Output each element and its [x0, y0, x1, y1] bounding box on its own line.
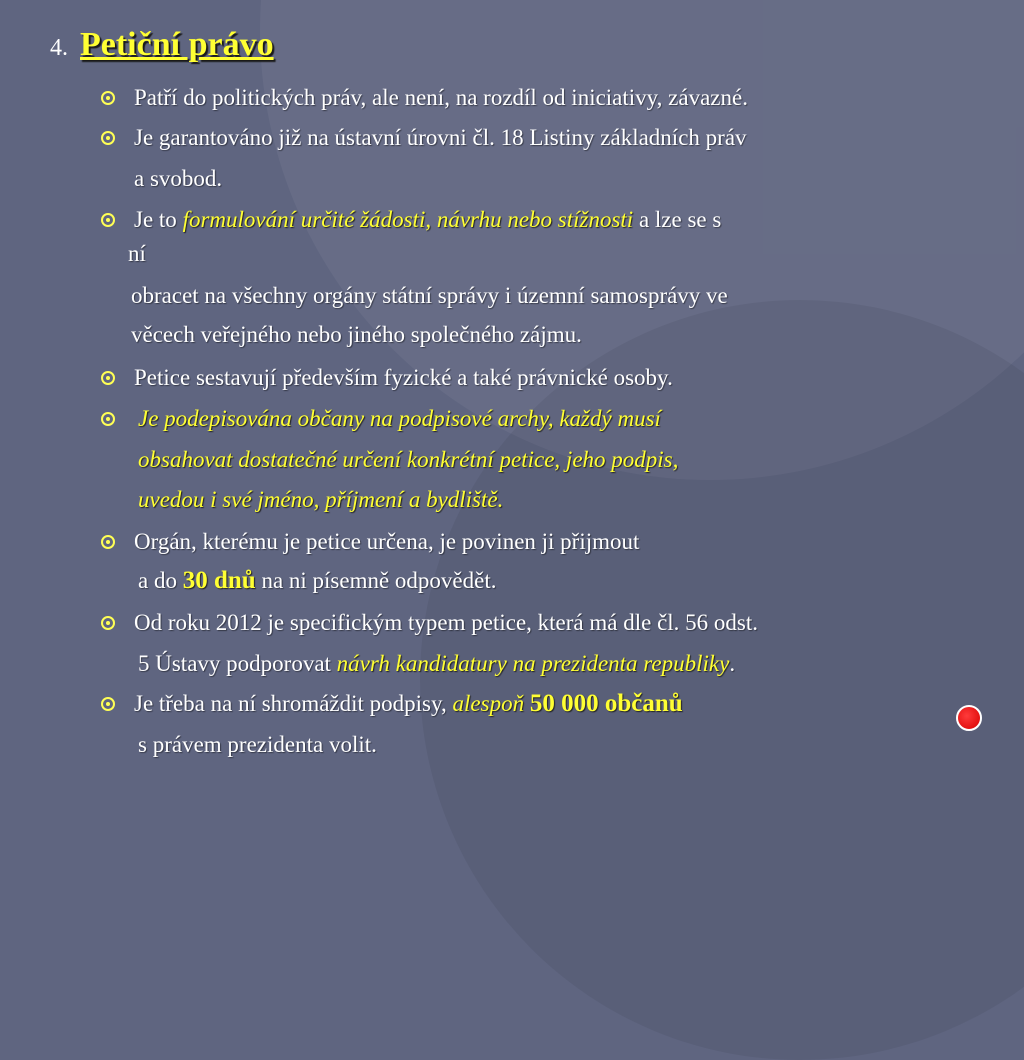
red-circle-button[interactable]: [956, 705, 982, 731]
highlight-number: 30 dnů: [182, 567, 256, 594]
bullet-text-continuation: věcech veřejného nebo jiného společného zájmu.: [131, 322, 582, 347]
bullet-text: [134, 689, 683, 719]
slide-heading: [50, 26, 274, 64]
bullet-text-part: na ni písemně odpovědět.: [255, 568, 497, 593]
bullet-text: Orgán, kterému je petice určena, je povinen ji přijmout: [134, 529, 640, 554]
bullet-text: Od roku 2012 je specifickým typem petice, která má dle čl. 56 odst.: [134, 610, 759, 635]
bullet-text-continuation: ní: [128, 241, 146, 266]
bullet-text-part: a do: [138, 568, 183, 593]
bullet-icon: [101, 616, 115, 630]
highlight-text: alespoň: [452, 691, 525, 716]
bullet-text: Patří do politických práv, ale není, na rozdíl od iniciativy, závazné.: [134, 85, 748, 110]
bullet-text: Petice sestavují především fyzické a také právnické osoby.: [134, 365, 673, 390]
highlight-text: návrh kandidatury na prezidenta republiky: [336, 651, 730, 676]
bullet-icon: [101, 213, 115, 227]
bullet-text-part: 5 Ústavy podporovat: [138, 651, 337, 676]
bullet-text-part: Je to: [134, 207, 183, 232]
bullet-icon: [101, 412, 115, 426]
highlight-text: obsahovat dostatečné určení konkrétní petice, jeho podpis,: [138, 447, 679, 472]
bullet-text-part: a lze se s: [633, 207, 722, 232]
bullet-text: Je garantováno již na ústavní úrovni čl. 18 Listiny základních práv: [134, 125, 747, 150]
bullet-icon: [101, 697, 115, 711]
highlight-text: formulování určité žádosti, návrhu nebo stížnosti: [182, 207, 634, 232]
bullet-text: [134, 205, 721, 235]
bullet-icon: [101, 371, 115, 385]
bullet-text-continuation: obracet na všechny orgány státní správy i územní samosprávy ve: [131, 283, 728, 308]
bullet-text-part: Je třeba na ní shromáždit podpisy,: [134, 691, 453, 716]
bullet-text-continuation: s právem prezidenta volit.: [138, 732, 377, 757]
bullet-icon: [101, 91, 115, 105]
bullet-text-continuation: [138, 566, 497, 596]
slide-number: 4.: [50, 35, 68, 61]
bullet-text-continuation: [138, 649, 735, 679]
bullet-text-continuation: a svobod.: [134, 166, 223, 191]
highlight-text: Je podepisována občany na podpisové archy, každý musí: [138, 406, 661, 431]
bullet-icon: [101, 131, 115, 145]
slide-title: Petiční právo: [80, 26, 274, 63]
highlight-number: 50 000 občanů: [529, 690, 683, 717]
highlight-text: uvedou i své jméno, příjmení a bydliště.: [138, 487, 504, 512]
bullet-icon: [101, 535, 115, 549]
bullet-text-part: .: [729, 651, 736, 676]
